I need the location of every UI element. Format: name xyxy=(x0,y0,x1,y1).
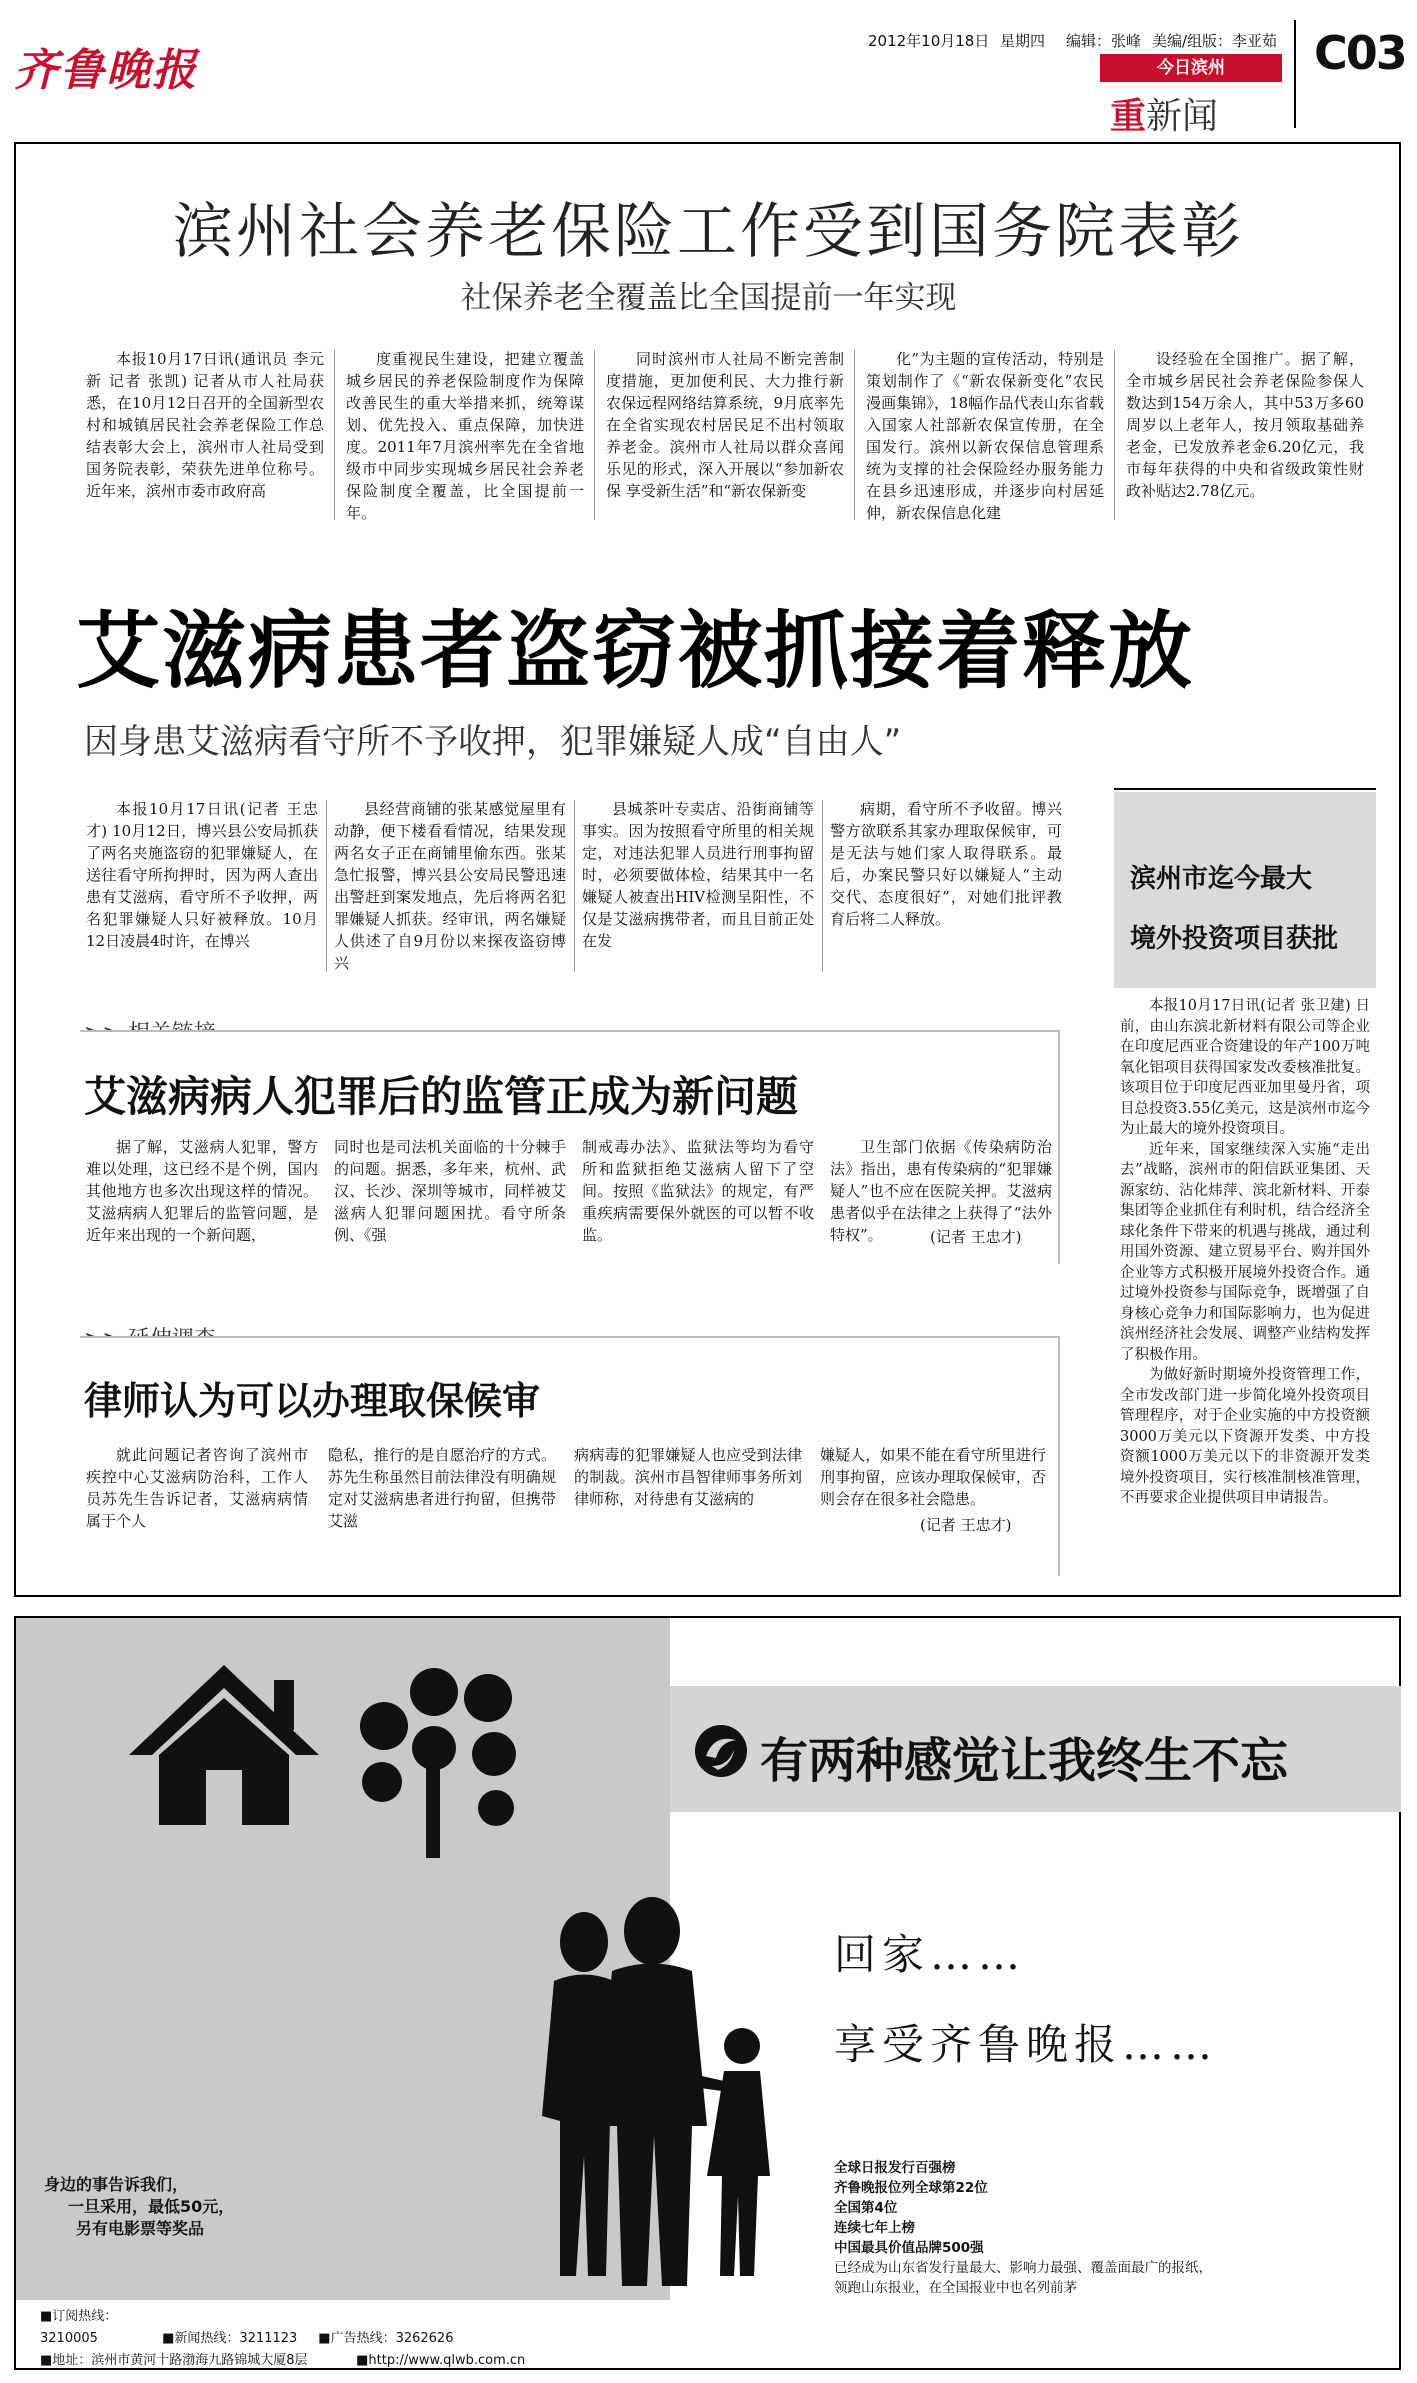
link2-col-1 xyxy=(86,1444,308,1534)
masthead xyxy=(0,0,1417,140)
article2-col-2 xyxy=(334,798,566,978)
masthead-divider xyxy=(1294,20,1296,128)
article1-subtitle: 社保养老全覆盖比全国提前一年实现 xyxy=(460,280,957,316)
office-address: ■地址：滨州市黄河十路渤海九路锦城大厦8层 xyxy=(40,2353,308,2368)
sidebar-body xyxy=(1120,996,1370,1578)
col-divider xyxy=(326,800,327,972)
article1-col-3 xyxy=(606,348,844,524)
link1-col-3-text: 制戒毒办法》、监狱法等均为看守所和监狱拒绝艾滋病人留下了空间。按照《监狱法》的规定，有严重疾病需要保外就医的可以暂不收监。 xyxy=(582,1138,814,1244)
article2-col-2-text: 县经营商铺的张某感觉屋里有动静，便下楼看看情况，结果发现两名女子正在商铺里偷东西。张某急忙报警，博兴县公安局民警迅速出警赶到案发地点，先后将两名犯罪嫌疑人抓获。经审讯，两名嫌疑人供述了自9月份以来探夜盗窃博兴 xyxy=(334,800,566,972)
website-link[interactable]: ■http://www.qlwb.com.cn xyxy=(356,2353,526,2368)
article1-col-1-text: 本报10月17日讯(通讯员 李元新 记者 张凯) 记者从市人社局获悉，在10月12日召开的全国新型农村和城镇居民社会养老保险工作总结表彰大会上，滨州市人社局受到国务院表彰，荣获先进单位称号。近年来，滨州市委市政府高 xyxy=(86,350,324,500)
news-hotline: ■新闻热线：3211123 xyxy=(162,2331,298,2346)
ad-rankings xyxy=(834,2158,1212,2298)
article1-col-2-text: 度重视民生建设，把建立覆盖城乡居民的养老保险制度作为保障改善民生的重大举措来抓，统筹谋划、优先投入、重点保障，加快进度。2011年7月滨州率先在全省地级市中同步实现城乡居民社会养老保险制度全覆盖，比全国提前一年。 xyxy=(346,350,584,522)
article2-col-1 xyxy=(86,798,318,978)
notice-line-3: 另有电影票等奖品 xyxy=(76,2219,205,2238)
related-link-title: 艾滋病病人犯罪后的监管正成为新问题 xyxy=(84,1072,799,1121)
family-silhouette xyxy=(502,1876,802,2296)
ranking-2: 齐鲁晚报位列全球第22位 xyxy=(834,2180,988,2196)
link2-col-3 xyxy=(574,1444,802,1534)
link2-byline: (记者 王忠才) xyxy=(920,1516,1012,1534)
ranking-4: 连续七年上榜 xyxy=(834,2220,915,2236)
section-tag-text: 今日滨州 xyxy=(1157,58,1225,78)
ads-hotline: ■广告热线：3262626 xyxy=(318,2331,454,2346)
designer-credit: 美编/组版：李亚茹 xyxy=(1152,32,1278,50)
ad-left-notice xyxy=(44,2174,234,2240)
editor-credit: 编辑：张峰 xyxy=(1066,32,1142,50)
sidebar-header xyxy=(1114,792,1376,988)
ad-slogan: 有两种感觉让我终生不忘 xyxy=(760,1733,1289,1789)
ad-line-enjoy: 享受齐鲁晚报…… xyxy=(834,2020,1219,2069)
article1-col-3-text: 同时滨州市人社局不断完善制度措施，更加便利民、大力推行新农保远程网络结算系统，9月底率先在全省实现农村居民足不出村领取养老金。滨州市人社局以群众喜闻乐见的形式，深入开展以“参加新农保 享受新生活”和“新农保新变 xyxy=(606,350,844,500)
link1-col-2-text: 同时也是司法机关面临的十分棘手的问题。据悉，多年来，杭州、武汉、长沙、深圳等城市，同样被艾滋病人犯罪问题困扰。看守所条例、《强 xyxy=(334,1138,566,1244)
link2-col-4 xyxy=(820,1444,1046,1514)
link1-col-1 xyxy=(86,1136,318,1248)
notice-line-1: 身边的事告诉我们， xyxy=(44,2175,189,2194)
ranking-1: 全球日报发行百强榜 xyxy=(834,2160,956,2176)
link1-byline: (记者 王忠才) xyxy=(930,1228,1022,1246)
link1-col-4-text: 卫生部门依据《传染病防治法》指出，患有传染病的“犯罪嫌疑人”也不应在医院关押。艾滋病患者似乎在法律之上获得了“法外特权”。 xyxy=(830,1138,1052,1244)
link2-col-2 xyxy=(328,1444,556,1534)
sidebar-para-2: 近年来，国家继续深入实施“走出去”战略，滨州市的阳信跃亚集团、天源家纺、沾化炜萍、滨北新材料、开泰集团等企业抓住有利时机，结合经济全球化条件下带来的机遇与挑战，通过利用国外资源、建立贸易平台、购并国外企业等方式积极开展境外投资合作。通过境外投资参与国际竞争，既增强了自身核心竞争力和国际影响力，也为促进滨州经济社会发展、调整产业结构发挥了积极作用。 xyxy=(1120,1141,1370,1363)
col-divider xyxy=(594,350,595,520)
link1-col-3 xyxy=(582,1136,814,1248)
col-divider xyxy=(574,800,575,972)
house-icon xyxy=(124,1660,324,1830)
sidebar-top-rule xyxy=(1114,788,1376,790)
sidebar-title-line2: 境外投资项目获批 xyxy=(1130,924,1339,954)
col-divider xyxy=(334,350,335,520)
section-char: 重 xyxy=(1110,96,1147,137)
article1-col-4 xyxy=(866,348,1104,524)
issue-weekday: 星期四 xyxy=(1000,32,1046,50)
article2-col-1-text: 本报10月17日讯(记者 王忠才) 10月12日，博兴县公安局抓获了两名夹施盗窃的犯罪嫌疑人，在送往看守所拘押时，因为两人查出患有艾滋病，看守所不予收押，两名犯罪嫌疑人只好被释放。10月12日凌晨4时许，在博兴 xyxy=(86,800,318,950)
article2-subtitle: 因身患艾滋病看守所不予收押，犯罪嫌疑人成“自由人” xyxy=(84,722,902,762)
article2-col-3-text: 县城茶叶专卖店、沿街商铺等事实。因为按照看守所里的相关规定，对违法犯罪人员进行刑事拘留时，必须要做体检，结果其中一名嫌疑人被查出HIV检测呈阳性，不仅是艾滋病携带者，而且目前正处在发 xyxy=(582,800,814,950)
section-word: 新闻 xyxy=(1146,96,1219,137)
ranking-3: 全国第4位 xyxy=(834,2200,898,2216)
notice-line-2: 一旦采用，最低50元， xyxy=(68,2197,235,2216)
section-title xyxy=(1110,88,1218,139)
col-divider xyxy=(854,350,855,520)
issue-date: 2012年10月18日 xyxy=(868,32,990,50)
article1-col-2 xyxy=(346,348,584,524)
article2-title: 艾滋病患者盗窃被抓接着释放 xyxy=(76,602,1195,700)
ranking-6: 已经成为山东省发行量最大、影响力最强、覆盖面最广的报纸， xyxy=(834,2260,1212,2276)
article1-col-5 xyxy=(1126,348,1364,524)
ranking-7: 领跑山东报业，在全国报业中也名列前茅 xyxy=(834,2280,1077,2296)
sidebar-title-line1: 滨州市迄今最大 xyxy=(1130,864,1313,894)
page-number: C03 xyxy=(1314,26,1406,80)
link1-col-1-text: 据了解，艾滋病人犯罪，警方难以处理，这已经不是个例，国内其他地方也多次出现这样的情况。艾滋病病人犯罪后的监管问题，是近年来出现的一个新问题， xyxy=(86,1138,318,1244)
sidebar-para-3: 为做好新时期境外投资管理工作，全市发改部门进一步简化境外投资项目管理程序，对于企业实施的中方投资额3000万美元以下资源开发类、中方投资额1000万美元以下的非资源开发类境外投资项目，实行核准制核准管理，不再要求企业提供项目申请报告。 xyxy=(1120,1367,1370,1506)
ad-line-home: 回家…… xyxy=(834,1930,1027,1979)
ad-frame xyxy=(14,1616,1401,2370)
article1-title: 滨州社会养老保险工作受到国务院表彰 xyxy=(173,197,1244,267)
link2-col-2-text: 隐私，推行的是自愿治疗的方式。苏先生称虽然目前法律没有明确规定对艾滋病患者进行拘留，但携带艾滋 xyxy=(328,1446,556,1530)
sidebar-para-1: 本报10月17日讯(记者 张卫建) 日前，由山东滨北新材料有限公司等企业在印度尼西亚合资建设的年产100万吨氧化铝项目获得国家发改委核准批复。该项目位于印度尼西亚加里曼丹省，项目总投资3.55亿美元，这是滨州市迄今为止最大的境外投资项目。 xyxy=(1120,998,1370,1137)
article2-col-4-text: 病期，看守所不予收留。博兴警方欲联系其家办理取保候审，可是无法与她们家人取得联系。最后，办案民警只好以嫌疑人“主动交代、态度很好”，对她们批评教育后将二人释放。 xyxy=(830,800,1062,928)
investigation-title: 律师认为可以办理取保候审 xyxy=(84,1379,541,1423)
article1-col-1 xyxy=(86,348,324,524)
article1-col-4-text: 化”为主题的宣传活动，特别是策划制作了《“新农保新变化”农民漫画集锦》，18幅作品代表山东省载入国家人社部新农保宣传册，在全国发行。滨州以新农保信息管理系统为支撑的社会保险经办服务能力在县乡迅速形成，并逐步向村居延伸，新农保信息化建 xyxy=(866,350,1104,522)
ranking-5: 中国最具价值品牌500强 xyxy=(834,2240,984,2256)
link2-col-4-text: 嫌疑人，如果不能在看守所里进行刑事拘留，应该办理取保候审，否则会存在很多社会隐患。 xyxy=(820,1446,1046,1508)
swirl-logo-icon xyxy=(692,1722,750,1780)
link1-col-2 xyxy=(334,1136,566,1248)
tree-icon xyxy=(346,1658,536,1858)
link2-col-3-text: 病病毒的犯罪嫌疑人也应受到法律的制裁。滨州市昌智律师事务所刘律师称，对待患有艾滋病的 xyxy=(574,1446,802,1508)
col-divider xyxy=(822,800,823,972)
section-tag xyxy=(1100,54,1282,82)
ad-footer xyxy=(40,2306,800,2372)
link2-col-1-text: 就此问题记者咨询了滨州市疾控中心艾滋病防治科，工作人员苏先生告诉记者，艾滋病病情属于个人 xyxy=(86,1446,308,1530)
article1-col-5-text: 设经验在全国推广。据了解，全市城乡居民社会养老保险参保人数达到154万余人，其中53万多60周岁以上老年人，按月领取基础养老金，已发放养老金6.20亿元，我市每年获得的中央和省级政策性财政补贴达2.78亿元。 xyxy=(1126,350,1364,500)
article2-col-4 xyxy=(830,798,1062,978)
article2-col-3 xyxy=(582,798,814,978)
newspaper-logo: 齐鲁晚报 xyxy=(14,45,198,96)
subscribe-hotline: ■订阅热线：3210005 xyxy=(40,2309,118,2346)
col-divider xyxy=(1114,350,1115,520)
